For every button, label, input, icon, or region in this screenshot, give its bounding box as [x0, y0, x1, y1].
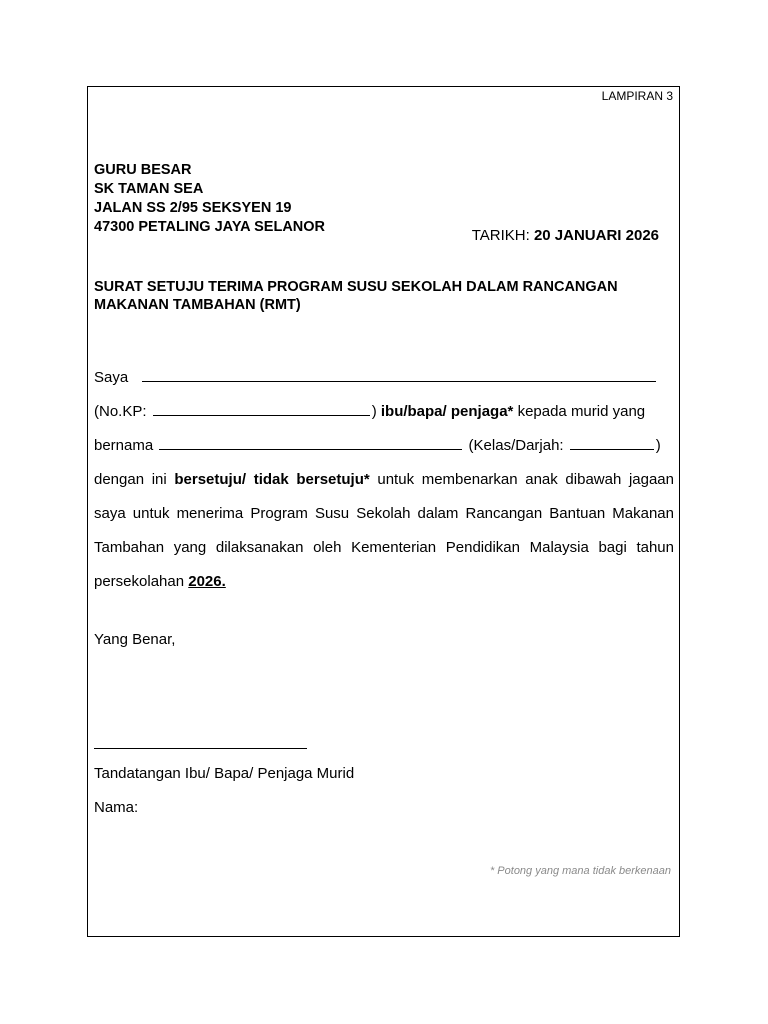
body-line-3 [94, 429, 674, 463]
address-line-4: 47300 PETALING JAYA SELANOR [94, 219, 326, 235]
student-name-blank[interactable] [159, 435, 462, 450]
recipient-address [94, 161, 325, 237]
signature-label: Tandatangan Ibu/ Bapa/ Penjaga Murid [94, 765, 355, 782]
signature-line[interactable] [94, 748, 307, 749]
nokp-blank[interactable] [153, 401, 370, 416]
relation-options: ibu/bapa/ penjaga* [380, 403, 514, 420]
dengan-ini: dengan ini [94, 471, 167, 488]
attachment-label: LAMPIRAN 3 [601, 89, 673, 103]
date-value: 20 JANUARI 2026 [533, 227, 659, 244]
date-line [472, 227, 659, 244]
body-line-1 [94, 361, 674, 395]
subject-line-1: SURAT SETUJU TERIMA PROGRAM SUSU SEKOLAH DALAM RANCANGAN [94, 279, 618, 295]
address-line-2: SK TAMAN SEA [94, 181, 204, 197]
consent-after: untuk membenarkan anak dibawah jagaan [377, 471, 674, 488]
consent-options: bersetuju/ tidak bersetuju* [174, 471, 370, 488]
nokp-close: ) [371, 403, 377, 420]
address-line-1: GURU BESAR [94, 162, 192, 178]
bernama-label: bernama [94, 437, 154, 454]
persekolahan: persekolahan [94, 573, 185, 590]
name-blank[interactable] [142, 367, 656, 382]
saya-label: Saya [94, 369, 129, 386]
body-line-4 [94, 463, 674, 497]
document-frame [87, 86, 680, 937]
subject-line-2: MAKANAN TAMBAHAN (RMT) [94, 297, 301, 313]
nama-label: Nama: [94, 799, 139, 816]
letter-subject [94, 278, 618, 314]
closing-salutation: Yang Benar, [94, 631, 176, 648]
body-line-5: saya untuk menerima Program Susu Sekolah dalam Rancangan Bantuan Makanan [94, 505, 674, 522]
kelas-label: (Kelas/Darjah: [468, 437, 564, 454]
body-line-6: Tambahan yang dilaksanakan oleh Kementerian Pendidikan Malaysia bagi tahun [94, 539, 674, 556]
relation-after: kepada murid yang [517, 403, 646, 420]
date-label: TARIKH: [471, 227, 530, 244]
nokp-label: (No.KP: [94, 403, 147, 420]
body-line-2 [94, 395, 674, 429]
address-line-3: JALAN SS 2/95 SEKSYEN 19 [94, 200, 292, 216]
kelas-blank[interactable] [570, 435, 654, 450]
kelas-close: ) [655, 437, 661, 454]
footnote: * Potong yang mana tidak berkenaan [489, 865, 671, 877]
school-year: 2026. [188, 573, 226, 590]
body-line-7 [94, 565, 674, 599]
consent-body [94, 361, 674, 599]
